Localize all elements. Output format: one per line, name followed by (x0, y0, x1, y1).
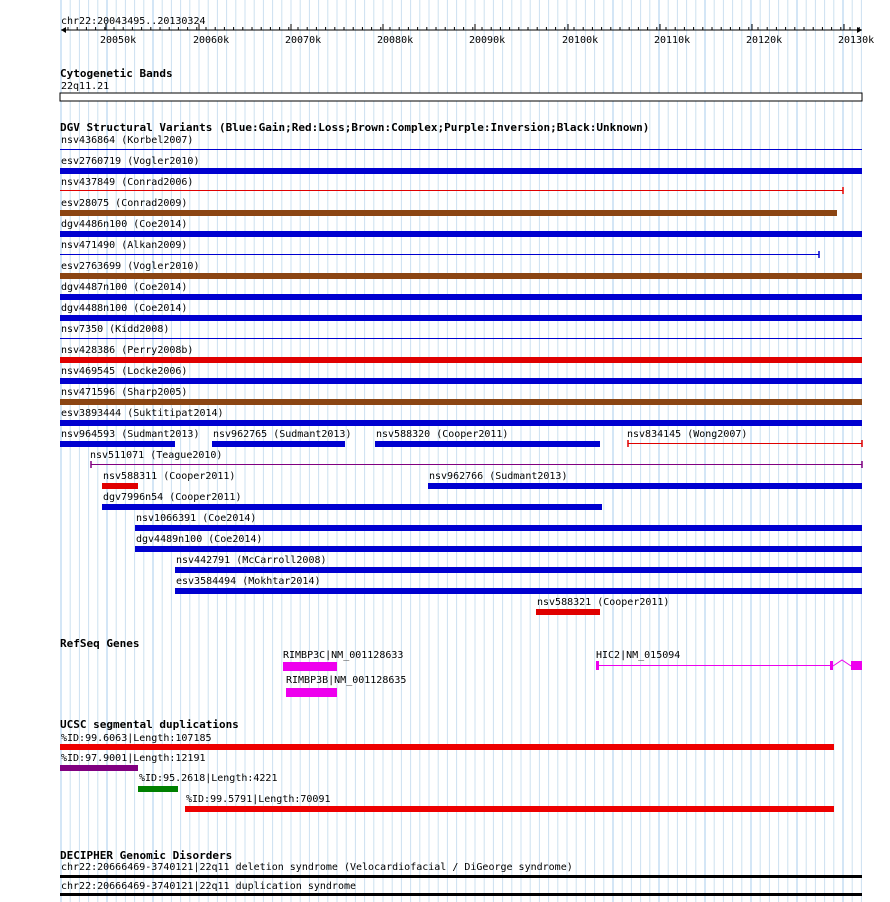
feature-label[interactable]: dgv4486n100 (Coe2014) (61, 219, 188, 230)
ruler-tick-label: 20080k (377, 35, 414, 46)
segdup-bar (60, 744, 834, 750)
track-title-cytoband[interactable]: Cytogenetic Bands (60, 67, 173, 80)
gene-label[interactable]: RIMBP3B|NM_001128635 (286, 675, 407, 686)
dgv-feature-bar (60, 273, 862, 279)
gene-label[interactable]: RIMBP3C|NM_001128633 (283, 650, 404, 661)
gene-label[interactable]: HIC2|NM_015094 (596, 650, 681, 661)
decipher-label[interactable]: chr22:20666469-3740121|22q11 duplication syndrome (61, 881, 357, 892)
ruler-arrow-left (61, 27, 66, 33)
track-title-decipher[interactable]: DECIPHER Genomic Disorders (60, 849, 233, 862)
track-title-dgv[interactable]: DGV Structural Variants (Blue:Gain;Red:Loss;Brown:Complex;Purple:Inversion;Black:Unknown) (60, 121, 650, 134)
feature-label[interactable]: nsv588311 (Cooper2011) (103, 471, 236, 482)
ruler-tick-label: 20090k (469, 35, 506, 46)
segdup-label[interactable]: %ID:95.2618|Length:4221 (139, 773, 278, 784)
dgv-feature-bar (428, 483, 862, 489)
gene-hic2-intron (833, 660, 851, 666)
decipher-bar (60, 893, 862, 896)
ruler-tick-label: 20110k (654, 35, 691, 46)
gene-rimbp3b-exon (286, 688, 337, 697)
dgv-feature-bar (175, 588, 862, 594)
dgv-feature-bar (60, 168, 862, 174)
dgv-feature-bar (135, 525, 862, 531)
feature-label[interactable]: nsv834145 (Wong2007) (627, 429, 748, 440)
dgv-feature-bar (60, 294, 862, 300)
dgv-feature-bar (175, 567, 862, 573)
feature-label[interactable]: esv28075 (Conrad2009) (61, 198, 188, 209)
dgv-feature-bar (60, 378, 862, 384)
dgv-feature-bar (102, 483, 138, 489)
gene-hic2-exon (830, 661, 833, 670)
ruler-tick-label: 20070k (285, 35, 322, 46)
feature-label[interactable]: esv2763699 (Vogler2010) (61, 261, 200, 272)
dgv-feature-bar (536, 609, 600, 615)
feature-label[interactable]: nsv442791 (McCarroll2008) (176, 555, 327, 566)
segdup-bar (60, 765, 138, 771)
feature-label[interactable]: esv3584494 (Mokhtar2014) (176, 576, 321, 587)
track-title-refseq[interactable]: RefSeq Genes (60, 637, 140, 650)
gene-rimbp3c-exon (283, 662, 337, 671)
feature-label[interactable]: dgv7996n54 (Cooper2011) (103, 492, 242, 503)
decipher-label[interactable]: chr22:20666469-3740121|22q11 deletion syndrome (Velocardiofacial / DiGeorge syndrome) (61, 862, 573, 873)
feature-label[interactable]: dgv4489n100 (Coe2014) (136, 534, 263, 545)
dgv-feature-bar (60, 420, 862, 426)
dgv-feature-bar (60, 231, 862, 237)
segdup-label[interactable]: %ID:99.6063|Length:107185 (61, 733, 212, 744)
feature-label[interactable]: dgv4487n100 (Coe2014) (61, 282, 188, 293)
cytoband-bar (60, 93, 862, 101)
segdup-bar (138, 786, 178, 792)
dgv-feature-bar (60, 315, 862, 321)
segdup-label[interactable]: %ID:99.5791|Length:70091 (186, 794, 331, 805)
feature-label[interactable]: nsv511071 (Teague2010) (90, 450, 223, 461)
feature-label[interactable]: esv3893444 (Suktitipat2014) (61, 408, 224, 419)
dgv-feature-bar (135, 546, 862, 552)
dgv-feature-bar (375, 441, 600, 447)
feature-label[interactable]: nsv437849 (Conrad2006) (61, 177, 194, 188)
dgv-feature-bar (60, 399, 862, 405)
feature-label[interactable]: nsv436864 (Korbel2007) (61, 135, 194, 146)
feature-label[interactable]: nsv964593 (Sudmant2013) (61, 429, 200, 440)
gene-hic2-exon (596, 661, 599, 670)
feature-label[interactable]: nsv428386 (Perry2008b) (61, 345, 194, 356)
feature-label[interactable]: nsv962765 (Sudmant2013) (213, 429, 352, 440)
dgv-feature-bar (60, 441, 175, 447)
ruler-tick-label: 20120k (746, 35, 783, 46)
cytoband-label: 22q11.21 (61, 81, 110, 92)
ruler-tick-label: 20130k (838, 35, 875, 46)
feature-label[interactable]: nsv1066391 (Coe2014) (136, 513, 257, 524)
locus-label: chr22:20043495..20130324 (61, 16, 206, 27)
feature-label[interactable]: nsv588321 (Cooper2011) (537, 597, 670, 608)
feature-label[interactable]: nsv7350 (Kidd2008) (61, 324, 170, 335)
feature-label[interactable]: nsv471596 (Sharp2005) (61, 387, 188, 398)
dgv-feature-bar (60, 210, 837, 216)
feature-label[interactable]: nsv469545 (Locke2006) (61, 366, 188, 377)
feature-label[interactable]: dgv4488n100 (Coe2014) (61, 303, 188, 314)
gene-hic2-exon (851, 661, 862, 670)
decipher-bar (60, 875, 862, 878)
ruler-tick-label: 20050k (100, 35, 137, 46)
segdup-label[interactable]: %ID:97.9001|Length:12191 (61, 753, 206, 764)
dgv-feature-bar (212, 441, 345, 447)
ruler-tick-label: 20100k (562, 35, 599, 46)
feature-label[interactable]: nsv471490 (Alkan2009) (61, 240, 188, 251)
segdup-bar (185, 806, 834, 812)
feature-label[interactable]: nsv962766 (Sudmant2013) (429, 471, 568, 482)
ruler-tick-label: 20060k (193, 35, 230, 46)
dgv-feature-bar (60, 357, 862, 363)
dgv-feature-bar (102, 504, 602, 510)
feature-label[interactable]: esv2760719 (Vogler2010) (61, 156, 200, 167)
track-title-segdup[interactable]: UCSC segmental duplications (60, 718, 239, 731)
feature-label[interactable]: nsv588320 (Cooper2011) (376, 429, 509, 440)
